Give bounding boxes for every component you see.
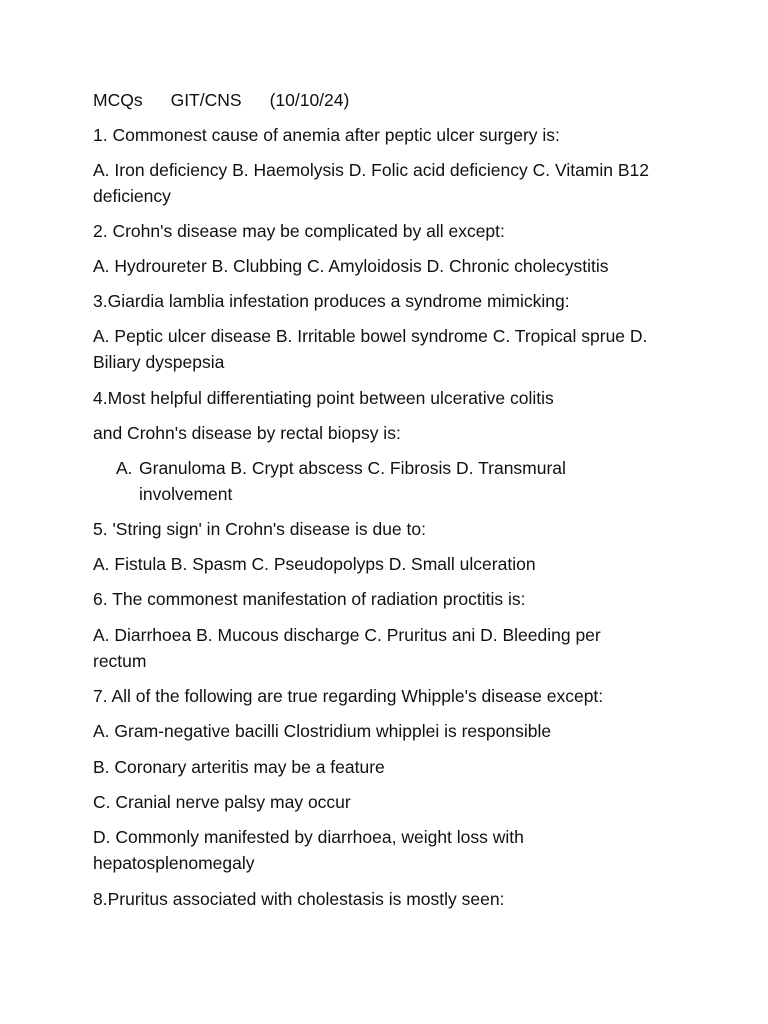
header-subject: GIT/CNS xyxy=(170,90,242,110)
header-date: (10/10/24) xyxy=(269,90,350,110)
question-8: 8.Pruritus associated with cholestasis is mostly seen: xyxy=(93,889,505,909)
question-3: 3.Giardia lamblia infestation produces a syndrome mimicking: xyxy=(93,291,570,311)
question-4-line-1: 4.Most helpful differentiating point between ulcerative colitis xyxy=(93,388,554,408)
question-1: 1. Commonest cause of anemia after peptic ulcer surgery is: xyxy=(93,125,560,145)
question-4-line-2: and Crohn's disease by rectal biopsy is: xyxy=(93,423,401,443)
answer-options-2: A. Hydroureter B. Clubbing C. Amyloidosis D. Chronic cholecystitis xyxy=(93,256,609,276)
question-6: 6. The commonest manifestation of radiation proctitis is: xyxy=(93,589,526,609)
question-5: 5. 'String sign' in Crohn's disease is due to: xyxy=(93,519,426,539)
answer-options-1: A. Iron deficiency B. Haemolysis D. Folic acid deficiency C. Vitamin B12 deficiency xyxy=(93,160,650,206)
option-7c: C. Cranial nerve palsy may occur xyxy=(93,792,351,812)
answer-options-5: A. Fistula B. Spasm C. Pseudopolyps D. Small ulceration xyxy=(93,554,536,574)
question-2: 2. Crohn's disease may be complicated by all except: xyxy=(93,221,505,241)
list-item-text: Granuloma B. Crypt abscess C. Fibrosis D. Transmural involvement xyxy=(139,458,566,504)
answer-options-4 xyxy=(116,455,696,507)
option-7b: B. Coronary arteritis may be a feature xyxy=(93,757,385,777)
list-marker: A. xyxy=(116,458,133,478)
answer-options-3: A. Peptic ulcer disease B. Irritable bowel syndrome C. Tropical sprue D. Biliary dyspepsia xyxy=(93,326,648,372)
header-title: MCQs xyxy=(93,90,143,110)
option-7a: A. Gram-negative bacilli Clostridium whipplei is responsible xyxy=(93,721,552,741)
answer-options-6: A. Diarrhoea B. Mucous discharge C. Pruritus ani D. Bleeding per rectum xyxy=(93,625,601,671)
question-7: 7. All of the following are true regarding Whipple's disease except: xyxy=(93,686,604,706)
document-header xyxy=(93,87,673,113)
option-7d: D. Commonly manifested by diarrhoea, weight loss with hepatosplenomegaly xyxy=(93,827,524,873)
